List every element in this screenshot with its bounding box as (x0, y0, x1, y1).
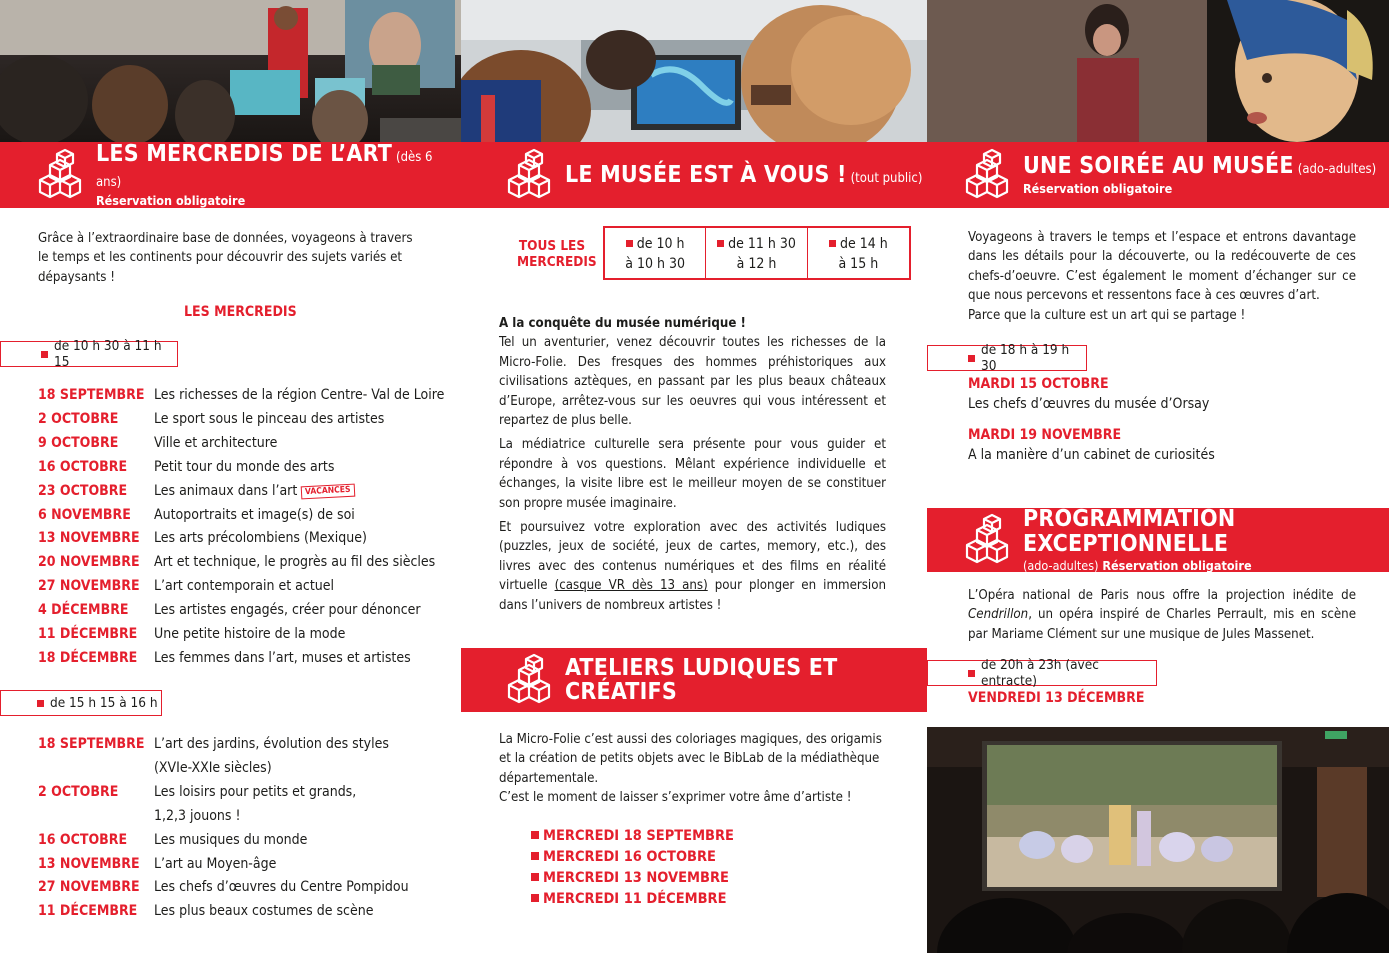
red-square-bullet-icon (829, 240, 836, 247)
time-slot-3: de 14 h à 15 h (808, 228, 909, 278)
vacances-badge: VACANCES (301, 483, 355, 499)
paragraph: La médiatrice culturelle sera présente pour vous guider et répondre à vos questions. Mêlant expérience individuelle et échanges, la visite libre est le meilleur moyen de se constituer son propre musée imaginaire. (499, 437, 886, 511)
paragraph: Et poursuivez votre exploration avec des activités ludiques (puzzles, jeux de société, jeux de cartes, memory, etc.), des livres avec des contenus numériques et des films en réalité virtuelle (casque VR dès 13 ans) pour plonger en immersion dans l’univers de nombreux artistes ! (499, 520, 887, 613)
band-mercredis-art (0, 142, 461, 208)
time-slot-opera: de 20h à 23h (avec entracte) (927, 660, 1157, 686)
event-date: VENDREDI 13 DÉCEMBRE (968, 690, 1145, 706)
red-square-bullet-icon (531, 873, 539, 881)
list-item: 2 OCTOBRE Les loisirs pour petits et grands, (38, 783, 357, 800)
stacked-cubes-icon (957, 513, 1015, 567)
time-slot-2: de 11 h 30 à 12 h (706, 228, 807, 278)
photo-tablet-children (461, 0, 927, 142)
band-soiree-musee (927, 142, 1389, 208)
list-item: 4 DÉCEMBRE Les artistes engagés, créer pour dénoncer (38, 602, 421, 619)
tous-les-mercredis-label: TOUS LES MERCREDIS (517, 238, 597, 270)
age-label: (dès 6 ans) (96, 150, 433, 190)
intro-paragraph: Grâce à l’extraordinaire base de données, voyageons à travers le temps et les continents pour découvrir des sujets variés et dépaysants ! (38, 231, 413, 285)
list-item: 18 SEPTEMBRE L’art des jardins, évolution des styles (38, 736, 389, 752)
list-item: MERCREDI 16 OCTOBRE (531, 847, 734, 868)
list-item: 16 OCTOBRE Les musiques du monde (38, 831, 308, 848)
stacked-cubes-icon (499, 148, 557, 202)
list-item: 18 SEPTEMBRE Les richesses de la région Centre- Val de Loire (38, 387, 445, 403)
band-title: LE MUSÉE EST À VOUS ! (565, 161, 847, 188)
list-item: MERCREDI 11 DÉCEMBRE (531, 889, 734, 910)
paragraph: Tel un aventurier, venez découvrir toutes les richesses de la Micro-Folie. Des fresques des hommes préhistoriques aux civilisations aztèques, en passant par les plus beaux châteaux d’Europe, arrêtez-vous sur les oeuvres qui vous intéressent et repartez de plus belle. (499, 335, 886, 429)
red-square-bullet-icon (531, 852, 539, 860)
ateliers-dates (531, 826, 734, 910)
photo-opera-screening (927, 727, 1389, 953)
list-item: 11 DÉCEMBRE Les plus beaux costumes de scène (38, 903, 374, 920)
photo-mediatrice-vermeer (927, 0, 1389, 142)
column-musee-a-vous (461, 0, 927, 953)
reservation-label: Réservation obligatoire (1023, 180, 1173, 196)
mercredis-subheading: LES MERCREDIS (184, 304, 297, 320)
time-slot-soiree: de 18 h à 19 h 30 (927, 345, 1087, 371)
time-slot-1: de 10 h à 10 h 30 (605, 228, 706, 278)
red-square-bullet-icon (717, 240, 724, 247)
event-title: Les chefs d’œuvres du musée d’Orsay (968, 396, 1210, 412)
list-item: 23 OCTOBRE Les animaux dans l’art VACANCES (38, 480, 458, 504)
band-title: PROGRAMMATION EXCEPTIONNELLE (1023, 506, 1236, 557)
column-soiree-musee (927, 0, 1389, 953)
schedule-afternoon (38, 733, 458, 924)
conquete-title: A la conquête du musée numérique ! (499, 316, 746, 331)
red-square-bullet-icon (626, 240, 633, 247)
list-item: 13 NOVEMBRE Les arts précolombiens (Mexique) (38, 530, 367, 547)
list-item: MERCREDI 18 SEPTEMBRE (531, 826, 734, 847)
musee-description (499, 314, 886, 615)
band-ateliers (461, 648, 927, 712)
list-item: 13 NOVEMBRE L’art au Moyen-âge (38, 855, 277, 872)
cendrillon-title: Cendrillon (968, 607, 1029, 623)
list-item: 16 OCTOBRE Petit tour du monde des arts (38, 458, 335, 475)
list-item: MERCREDI 13 NOVEMBRE (531, 868, 734, 889)
event-title: A la manière d’un cabinet de curiosités (968, 447, 1215, 463)
list-item: 20 NOVEMBRE Art et technique, le progrès au fil des siècles (38, 554, 436, 571)
stacked-cubes-icon (30, 148, 88, 202)
band-programmation (927, 508, 1389, 572)
red-square-bullet-icon (968, 355, 975, 362)
red-square-bullet-icon (531, 831, 539, 839)
band-title: UNE SOIRÉE AU MUSÉE (1023, 153, 1294, 180)
list-item: 27 NOVEMBRE Les chefs d’œuvres du Centre Pompidou (38, 879, 409, 896)
list-item: 9 OCTOBRE Ville et architecture (38, 434, 278, 451)
stacked-cubes-icon (957, 148, 1015, 202)
column-mercredis-art (0, 0, 461, 953)
band-title: LES MERCREDIS DE L’ART (96, 141, 393, 168)
list-item: 6 NOVEMBRE Autoportraits et image(s) de soi (38, 506, 355, 523)
age-label: (ado-adultes) (1297, 162, 1377, 178)
list-item: 11 DÉCEMBRE Une petite histoire de la mode (38, 626, 346, 643)
ateliers-description: La Micro-Folie c’est aussi des coloriages magiques, des origamis et la création de petits objets avec le BibLab de la médiathèque départementale. C’est le moment de laisser s’exprimer votre âme d’artiste ! (499, 732, 882, 806)
event-date: MARDI 15 OCTOBRE (968, 376, 1109, 392)
list-item: 1,2,3 jouons ! (154, 807, 241, 824)
schedule-morning (38, 384, 458, 671)
age-label: (tout public) (850, 170, 923, 186)
red-square-bullet-icon (37, 700, 44, 707)
list-item: (XVIe-XXIe siècles) (154, 759, 272, 776)
time-slots-table (603, 226, 911, 280)
time-slot-afternoon: de 15 h 15 à 16 h (0, 690, 162, 716)
age-label: (ado-adultes) (1023, 557, 1099, 573)
vr-headset-note: (casque VR dès 13 ans) (554, 578, 708, 594)
red-square-bullet-icon (531, 894, 539, 902)
soiree-events (968, 374, 1215, 465)
band-musee-a-vous (461, 142, 927, 208)
reservation-label: Réservation obligatoire (96, 192, 246, 208)
list-item: 2 OCTOBRE Le sport sous le pinceau des artistes (38, 410, 385, 427)
event-date: MARDI 19 NOVEMBRE (968, 427, 1122, 443)
photo-classroom-presentation (0, 0, 461, 142)
reservation-label: Réservation obligatoire (1102, 557, 1252, 573)
band-title: ATELIERS LUDIQUES ET CRÉATIFS (565, 654, 838, 705)
soiree-description: Voyageons à travers le temps et l’espace et entrons davantage dans les détails pour la découverte, ou la redécouverte de ces chefs-d’oeuvre. C’est également le moment d’échanger sur ce que nous percevons et ressentons face à ces œuvres d’art. Parce que la culture est un art qui se partage ! (968, 230, 1356, 323)
list-item: 27 NOVEMBRE L’art contemporain et actuel (38, 578, 334, 595)
red-square-bullet-icon (968, 670, 975, 677)
time-slot-morning: de 10 h 30 à 11 h 15 (0, 341, 178, 367)
programmation-description: L’Opéra national de Paris nous offre la projection inédite de Cendrillon, un opéra inspiré de Charles Perrault, mis en scène par Mariame Clément sur une musique de Jules Massenet. (968, 588, 1356, 642)
stacked-cubes-icon (499, 653, 557, 707)
list-item: 18 DÉCEMBRE Les femmes dans l’art, muses et artistes (38, 649, 411, 666)
red-square-bullet-icon (41, 351, 48, 358)
